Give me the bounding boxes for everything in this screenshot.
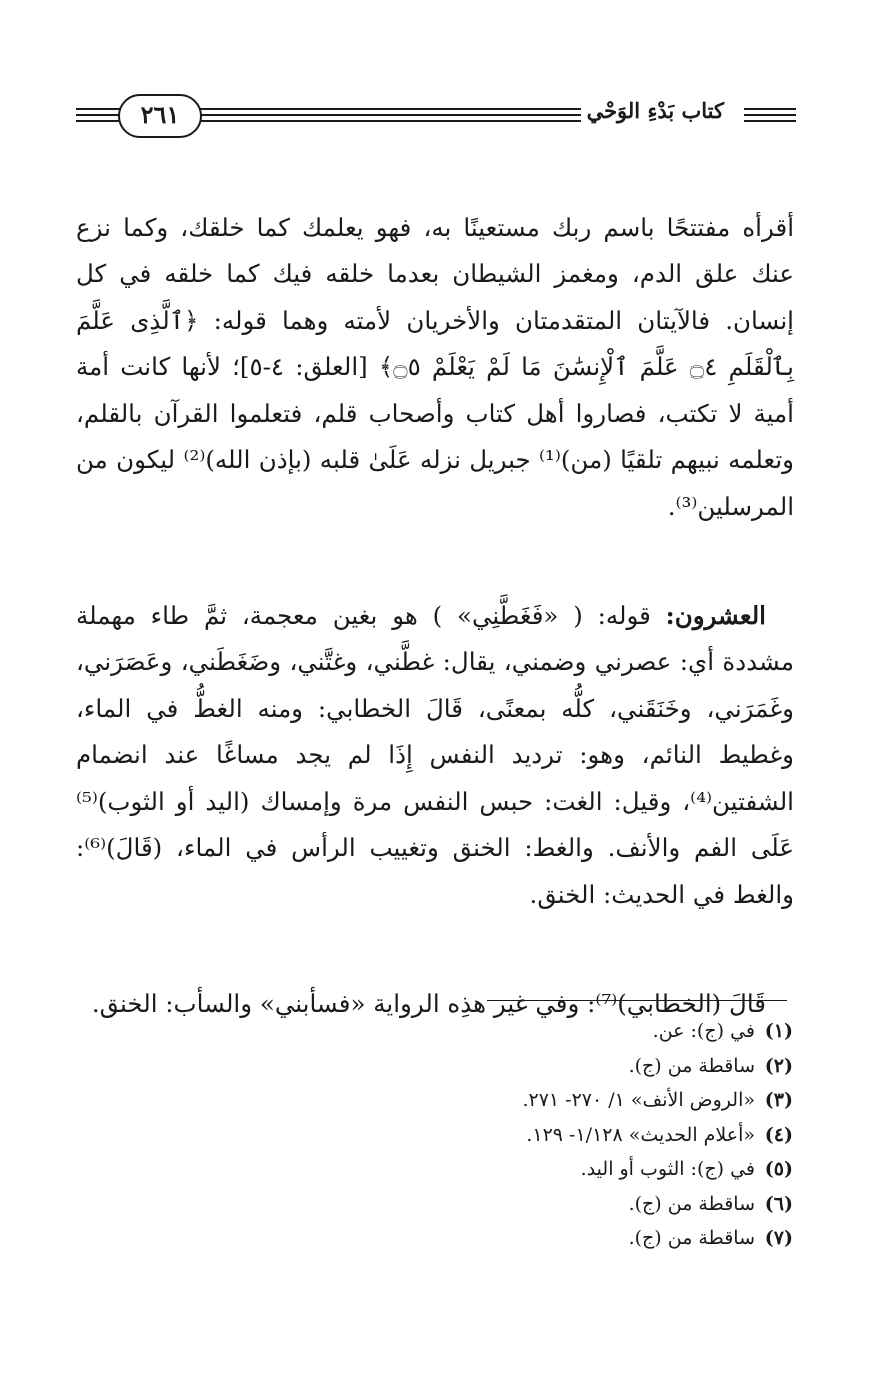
footnote-number: (٥) — [764, 1158, 793, 1180]
footnote-text: في (ج): عن. — [652, 1020, 755, 1042]
footnote — [333, 1049, 793, 1084]
footnote — [333, 1221, 793, 1256]
footnote-number: (٣) — [764, 1089, 793, 1111]
paragraph-text: قوله: ( «فَغَطَّنِي» ) هو بغين معجمة، ثمَّ طاء مهملة مشددة أي: عصرني وضمني، يقال: غطَّني، وغتَّني، وضَغَطَني، وعَصَرَني، وغَمَرَني، وخَنَقَني، كلُّه بمعنًى، قَالَ الخطابي: ومنه الغطُّ في الماء، وغطيط النائم، وهو: ترديد النفس إِذَا لم يجد مساغًا عند انضمام الشفتين⁽⁴⁾، وقيل: الغت: حبس النفس مرة وإمساك (اليد أو الثوب)⁽⁵⁾ عَلَى الفم والأنف. والغط: الخنق وتغييب الرأس في الماء، (قَالَ)⁽⁶⁾: والغط في الحديث: الخنق. — [76, 600, 794, 909]
header-rule — [744, 120, 796, 122]
footnote-separator — [487, 1000, 787, 1001]
footnote-text: ساقطة من (ج). — [628, 1192, 755, 1215]
footnotes — [333, 1014, 793, 1256]
footnote-number: (١) — [764, 1020, 793, 1042]
header-rule — [744, 108, 796, 110]
footnote-text: «الروض الأنف» ١/ ٢٧٠- ٢٧١. — [522, 1089, 755, 1111]
header-rule — [188, 108, 584, 110]
footnote-number: (٤) — [764, 1123, 793, 1146]
paragraph-text: قَالَ (الخطابي)⁽⁷⁾: وفي غير هذِه الرواية «فسأبني» والسأب: الخنق. — [91, 988, 766, 1018]
paragraph-lead: العشرون: — [665, 600, 766, 630]
footnote — [333, 1083, 793, 1118]
footnote-text: «أعلام الحديث» ١/١٢٨- ١٢٩. — [526, 1123, 755, 1146]
footnote-number: (٦) — [764, 1192, 793, 1215]
footnote-text: ساقطة من (ج). — [628, 1227, 755, 1249]
header-rule — [188, 114, 584, 116]
page-number: ٢٦١ — [118, 94, 202, 138]
header-rule — [744, 114, 796, 116]
footnote-number: (٧) — [764, 1227, 793, 1249]
footnote — [333, 1118, 793, 1153]
paragraph — [76, 205, 794, 531]
header-rule — [188, 120, 584, 122]
footnote — [333, 1187, 793, 1222]
footnote — [333, 1014, 793, 1049]
footnote-number: (٢) — [764, 1054, 793, 1077]
header-rule — [76, 120, 124, 122]
header-rule — [76, 108, 124, 110]
footnote-text: ساقطة من (ج). — [628, 1054, 755, 1077]
book-title: كتاب بَدْءِ الوَحْي — [581, 98, 730, 123]
page-header — [76, 92, 796, 142]
header-rule — [76, 114, 124, 116]
footnote-text: في (ج): الثوب أو اليد. — [580, 1158, 755, 1180]
paragraph — [76, 593, 794, 919]
main-text — [76, 158, 794, 1090]
footnote — [333, 1152, 793, 1187]
paragraph-text: أقرأه مفتتحًا باسم ربك مستعينًا به، فهو يعلمك كما خلقك، وكما نزع عنك علق الدم، ومغمز الشيطان بعدما خلقه فيك كما خلقه في كل إنسان. فالآيتان المتقدمتان والأخريان لأمته وهما قوله: ﴿ٱلَّذِى عَلَّمَ بِٱلْقَلَمِ ۝٤ عَلَّمَ ٱلْإِنسَٰنَ مَا لَمْ يَعْلَمْ ۝٥﴾ [العلق: ٤-٥]؛ لأنها كانت أمة أمية لا تكتب، فصاروا أهل كتاب وأصحاب قلم، فتعلموا القرآن بالقلم، وتعلمه نبيهم تلقيًا (من)⁽¹⁾ جبريل نزله عَلَىٰ قلبه (بإذن الله)⁽²⁾ ليكون من المرسلين⁽³⁾. — [76, 212, 794, 521]
